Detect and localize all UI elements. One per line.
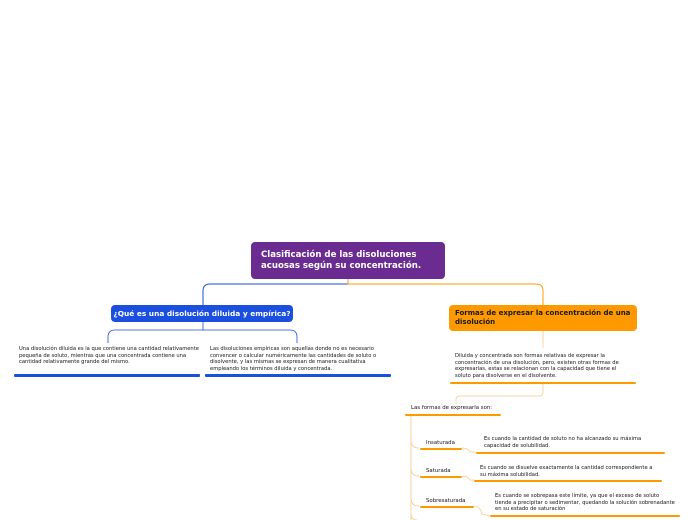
left-note-1-underline [14, 374, 200, 377]
left-note-2[interactable] [210, 346, 388, 372]
forms-label-underline [405, 414, 501, 416]
form-saturada-label[interactable]: Saturada [426, 468, 451, 474]
form-saturada-desc-underline [474, 480, 662, 482]
left-branch-title: ¿Qué es una disolución diluida y empírica? [113, 309, 291, 318]
form-insaturada-desc[interactable] [484, 436, 664, 449]
connector-form-3 [411, 498, 419, 506]
form-saturada-underline [420, 476, 462, 478]
connector-desc-3 [474, 506, 490, 516]
connector-root-left [203, 279, 348, 305]
connector-note-forms [456, 384, 543, 404]
left-note-1[interactable] [19, 346, 199, 366]
connector-desc-2 [462, 476, 474, 480]
right-branch-title: Formas de expresar la concentración de una disolución [455, 309, 631, 326]
connector-left-notes [108, 322, 297, 343]
connector-form-2 [411, 468, 419, 476]
connector-form-4 [411, 514, 417, 520]
left-branch-node[interactable] [111, 305, 293, 322]
connector-root-right [348, 279, 543, 305]
connector-desc-1 [462, 448, 476, 452]
right-note-underline [450, 382, 636, 384]
right-branch-node[interactable] [449, 305, 637, 331]
forms-label[interactable]: Las formas de expresarla son: [411, 405, 493, 411]
form-insaturada-desc-text: Es cuando la cantidad de soluto no ha alcanzado su máxima capacidad de solubilidad. [484, 436, 642, 449]
form-saturada-desc[interactable] [480, 465, 656, 478]
form-sobresaturada-desc-text: Es cuando se sobrepasa este límite, ya que el exceso de soluto tiende a precipitar o sedimentar, quedando la solución sobrenadante en su estado de saturación [495, 493, 675, 513]
left-note-2-text: Las disoluciones empíricas son aquellas donde no es necesario convencer o calcular numéricamente las cantidades de soluto o disolvente, y las mismas se expresan de manera cualitativa empleando los términos diluida y concentrada. [210, 346, 377, 372]
form-insaturada-label[interactable]: Insaturada [426, 440, 455, 446]
connector-form-1 [411, 440, 419, 448]
left-note-2-underline [205, 374, 391, 377]
form-insaturada-underline [420, 448, 462, 450]
right-note-text: Diluida y concentrada son formas relativas de expresar la concentración de una disolución, pero, existen otras formas de expresarlas, estas se relacionan con la capacidad que tiene el soluto para disolverse en el disolvente. [455, 353, 619, 379]
form-insaturada-desc-underline [476, 452, 665, 454]
form-saturada-desc-text: Es cuando se disuelve exactamente la cantidad correspondiente a su máxima solubilidad. [480, 465, 653, 478]
form-sobresaturada-underline [420, 506, 474, 508]
form-sobresaturada-desc-underline [490, 515, 680, 517]
form-sobresaturada-desc[interactable] [495, 493, 675, 513]
root-title: Clasificación de las disoluciones acuosas según su concentración. [261, 250, 422, 271]
form-sobresaturada-label[interactable]: Sobresaturada [426, 498, 466, 504]
right-note[interactable] [455, 353, 633, 379]
left-note-1-text: Una disolución diluida es la que contiene una cantidad relativamente pequeña de soluto, mientras que una concentrada contiene una cantidad relativamente grande del mismo. [19, 346, 199, 366]
root-node[interactable] [251, 242, 445, 279]
